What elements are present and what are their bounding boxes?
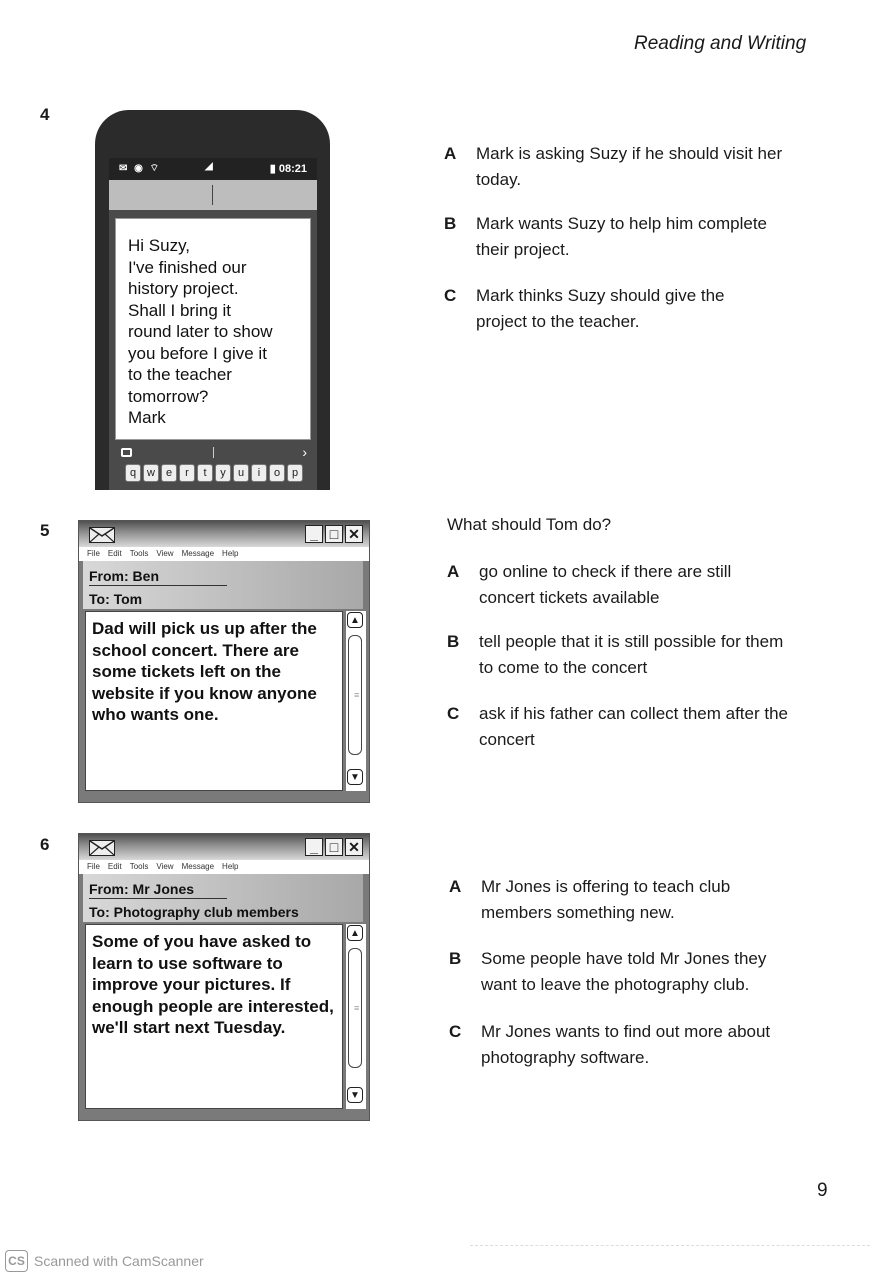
email-header <box>83 561 363 609</box>
option-letter: C <box>444 286 457 305</box>
email-header <box>83 874 363 922</box>
status-time: ▮ 08:21 <box>269 163 307 175</box>
keyboard-key: p <box>287 464 303 482</box>
email-body <box>85 611 343 791</box>
minimize-icon[interactable]: _ <box>305 525 323 543</box>
q5-prompt: What should Tom do? <box>447 515 612 534</box>
camera-icon <box>121 448 132 457</box>
option-letter: C <box>449 1022 462 1041</box>
text-cursor <box>212 185 213 205</box>
phone-illustration <box>95 110 330 490</box>
option-letter: A <box>444 144 457 163</box>
scroll-thumb[interactable] <box>348 948 362 1068</box>
menu-message[interactable]: Message <box>181 862 215 871</box>
phone-input-bar <box>109 180 317 210</box>
keyboard-key: u <box>233 464 249 482</box>
option-text: Mr Jones wants to find out more about photography software. <box>481 1022 771 1067</box>
q4-option-a[interactable] <box>444 141 794 193</box>
keyboard-key: q <box>125 464 141 482</box>
q6-option-a[interactable] <box>449 874 779 926</box>
menu-help[interactable]: Help <box>222 862 239 871</box>
status-time-text: 08:21 <box>278 163 307 175</box>
keyboard-key: r <box>179 464 195 482</box>
option-text: Mr Jones is offering to teach club members something new. <box>481 877 731 922</box>
menu-view[interactable]: View <box>156 862 174 871</box>
keyboard-key: w <box>143 464 159 482</box>
menu-help[interactable]: Help <box>222 549 239 558</box>
option-letter: B <box>449 949 462 968</box>
maximize-icon[interactable]: □ <box>325 838 343 856</box>
grip-icon: ≡ <box>354 690 360 700</box>
email-window-q5 <box>78 520 370 803</box>
q6-option-b[interactable] <box>449 946 794 998</box>
menu-tools[interactable]: Tools <box>129 862 149 871</box>
option-letter: B <box>447 632 460 651</box>
q5-option-c[interactable] <box>447 701 797 753</box>
scanner-text: Scanned with CamScanner <box>34 1253 204 1269</box>
chevron-right-icon: › <box>302 444 307 460</box>
scroll-thumb[interactable] <box>348 635 362 755</box>
page-number: 9 <box>817 1180 828 1201</box>
menu-bar <box>79 860 369 874</box>
keyboard-key: o <box>269 464 285 482</box>
email-to: To: Photography club members <box>89 904 299 920</box>
email-from: From: Mr Jones <box>89 881 195 897</box>
camscanner-logo-icon: CS <box>5 1250 28 1272</box>
option-letter: C <box>447 704 460 723</box>
email-window-q6 <box>78 833 370 1121</box>
option-text: Mark thinks Suzy should give the project to the teacher. <box>476 286 725 331</box>
menu-edit[interactable]: Edit <box>107 549 122 558</box>
scrollbar[interactable] <box>345 924 366 1109</box>
phone-status-bar <box>109 158 317 180</box>
divider <box>89 898 227 899</box>
question-number-4: 4 <box>40 105 50 124</box>
email-body <box>85 924 343 1109</box>
keyboard-key: i <box>251 464 267 482</box>
maximize-icon[interactable]: □ <box>325 525 343 543</box>
sms-message-text: Hi Suzy, I've finished our history project. Shall I bring it round later to show you before I give it to the teacher tomorrow? Mark <box>128 236 273 427</box>
phone-screen <box>109 158 317 490</box>
option-text: Mark is asking Suzy if he should visit her today. <box>476 144 783 189</box>
close-icon[interactable]: ✕ <box>345 525 363 543</box>
section-title: Reading and Writing <box>634 33 807 54</box>
scrollbar[interactable] <box>345 611 366 791</box>
question-number-5: 5 <box>40 521 50 540</box>
scroll-down-icon[interactable]: ▼ <box>347 1087 363 1103</box>
envelope-icon <box>89 527 115 543</box>
signal-icon: ◢ <box>205 161 213 172</box>
option-letter: B <box>444 214 457 233</box>
option-letter: A <box>447 562 460 581</box>
option-text: go online to check if there are still concert tickets available <box>479 562 732 607</box>
option-text: tell people that it is still possible for them to come to the concert <box>479 632 784 677</box>
menu-bar <box>79 547 369 561</box>
scroll-up-icon[interactable]: ▲ <box>347 612 363 628</box>
divider <box>89 585 227 586</box>
phone-toolbar <box>109 444 317 464</box>
toolbar-separator <box>213 447 214 458</box>
envelope-icon <box>89 840 115 856</box>
q5-option-a[interactable] <box>447 559 777 611</box>
keyboard-key: y <box>215 464 231 482</box>
menu-edit[interactable]: Edit <box>107 862 122 871</box>
menu-tools[interactable]: Tools <box>129 549 149 558</box>
sms-message-box <box>115 218 311 440</box>
option-text: ask if his father can collect them after the concert <box>479 704 788 749</box>
q4-option-c[interactable] <box>444 283 764 335</box>
scanner-watermark <box>5 1250 204 1272</box>
scroll-down-icon[interactable]: ▼ <box>347 769 363 785</box>
phone-keyboard <box>125 464 303 482</box>
menu-view[interactable]: View <box>156 549 174 558</box>
grip-icon: ≡ <box>354 1003 360 1013</box>
email-from: From: Ben <box>89 568 159 584</box>
q6-option-c[interactable] <box>449 1019 809 1071</box>
email-to: To: Tom <box>89 591 143 607</box>
keyboard-key: e <box>161 464 177 482</box>
scroll-up-icon[interactable]: ▲ <box>347 925 363 941</box>
menu-file[interactable]: File <box>87 549 100 558</box>
option-text: Mark wants Suzy to help him complete their project. <box>476 214 768 259</box>
keyboard-key: t <box>197 464 213 482</box>
window-titlebar <box>79 834 369 860</box>
email-body-text: Some of you have asked to learn to use software to improve your pictures. If enough people are interested, we'll start next Tuesday. <box>92 932 334 1037</box>
minimize-icon[interactable]: _ <box>305 838 323 856</box>
close-icon[interactable]: ✕ <box>345 838 363 856</box>
question-number-6: 6 <box>40 835 50 854</box>
option-letter: A <box>449 877 462 896</box>
status-icons: ✉ ◉ ⌔ <box>119 163 162 174</box>
menu-file[interactable]: File <box>87 862 100 871</box>
divider <box>470 1245 870 1246</box>
option-text: Some people have told Mr Jones they want to leave the photography club. <box>481 949 767 994</box>
window-titlebar <box>79 521 369 547</box>
email-body-text: Dad will pick us up after the school concert. There are some tickets left on the website if you know anyone who wants one. <box>92 619 317 724</box>
q4-option-b[interactable] <box>444 211 794 263</box>
menu-message[interactable]: Message <box>181 549 215 558</box>
q5-option-b[interactable] <box>447 629 792 681</box>
